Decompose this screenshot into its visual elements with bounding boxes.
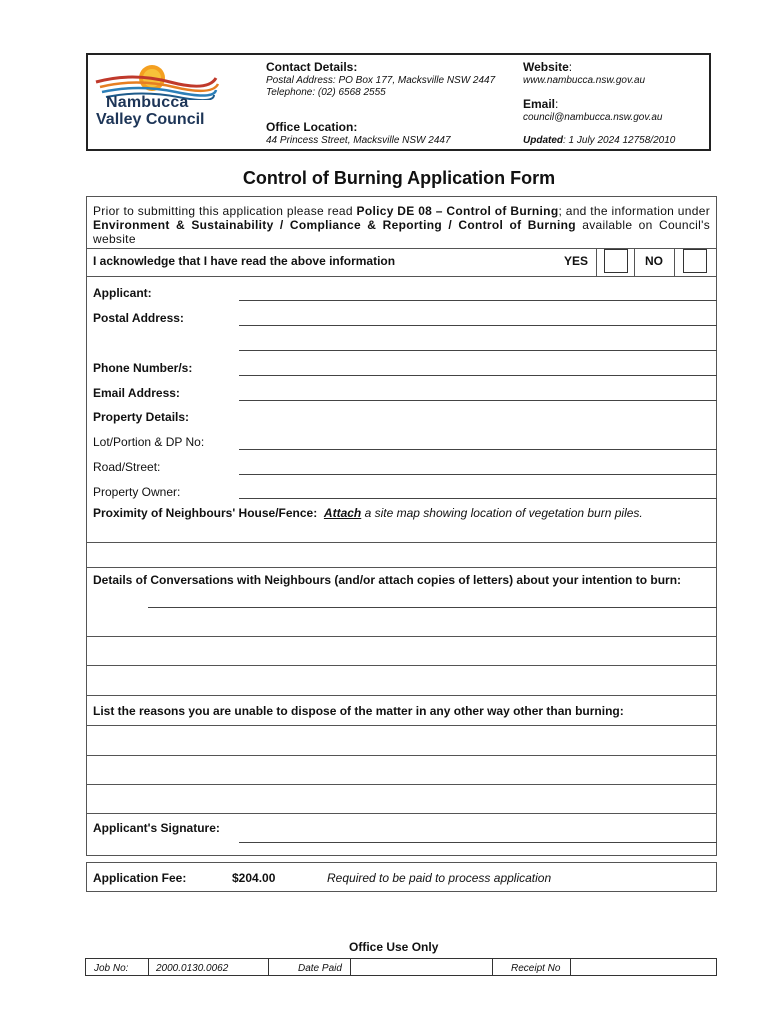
council-logo xyxy=(92,60,222,140)
office-location-title: Office Location: xyxy=(266,120,358,134)
email-address-link[interactable]: council@nambucca.nsw.gov.au xyxy=(523,112,663,123)
email-label: Email xyxy=(523,97,556,111)
no-label: NO xyxy=(645,254,663,268)
proximity-row xyxy=(93,506,643,520)
lot-portion-label: Lot/Portion & DP No: xyxy=(93,435,205,449)
fee-value: $204.00 xyxy=(232,871,276,885)
property-owner-input-line[interactable] xyxy=(239,498,717,499)
updated-label: Updated xyxy=(523,135,563,146)
website-title: Website: xyxy=(523,60,573,74)
website-label: Website xyxy=(523,60,569,74)
proximity-note: a site map showing location of vegetation burn piles. xyxy=(361,506,643,520)
property-details-label: Property Details: xyxy=(93,410,190,424)
postal-address-input-line-2[interactable] xyxy=(239,350,717,351)
job-no-value: 2000.0130.0062 xyxy=(156,963,229,974)
signature-label: Applicant's Signature: xyxy=(93,821,220,835)
road-street-label: Road/Street: xyxy=(93,460,161,474)
updated-text xyxy=(523,135,675,146)
email-input-line[interactable] xyxy=(239,400,717,401)
email-address-label: Email Address: xyxy=(93,386,180,400)
website-url[interactable]: www.nambucca.nsw.gov.au xyxy=(523,75,646,86)
no-checkbox[interactable] xyxy=(683,249,707,273)
website-path: Environment & Sustainability / Compliance & Reporting / Control of Burning xyxy=(93,218,576,232)
updated-value: : 1 July 2024 12758/2010 xyxy=(563,135,676,146)
office-address-text: 44 Princess Street, Macksville NSW 2447 xyxy=(266,135,451,146)
attach-text: Attach xyxy=(323,506,362,520)
signature-input-line[interactable] xyxy=(239,842,717,843)
applicant-label: Applicant: xyxy=(93,286,152,300)
fee-note: Required to be paid to process application xyxy=(327,871,552,885)
phone-input-line[interactable] xyxy=(239,375,717,376)
postal-address-input-line-1[interactable] xyxy=(239,325,717,326)
conversations-input-line-1[interactable] xyxy=(148,607,717,608)
phone-label: Phone Number/s: xyxy=(93,361,193,375)
policy-link[interactable]: Policy DE 08 – Control of Burning xyxy=(356,204,559,218)
conversations-label: Details of Conversations with Neighbours (and/or attach copies of letters) about your intention to burn: xyxy=(93,573,682,587)
yes-label: YES xyxy=(564,254,589,268)
postal-address-text: Postal Address: PO Box 177, Macksville NSW 2447 xyxy=(266,75,496,86)
reasons-label: List the reasons you are unable to dispose of the matter in any other way other than burning: xyxy=(93,704,624,718)
date-paid-label: Date Paid xyxy=(298,963,342,974)
proximity-input-area[interactable] xyxy=(86,543,717,567)
form-title: Control of Burning Application Form xyxy=(242,168,556,188)
lot-portion-input-line[interactable] xyxy=(239,449,717,450)
office-use-title: Office Use Only xyxy=(349,940,439,954)
intro-paragraph xyxy=(93,204,710,246)
property-owner-label: Property Owner: xyxy=(93,485,181,499)
date-paid-input[interactable] xyxy=(351,959,491,975)
contact-title: Contact Details: xyxy=(266,60,358,74)
intro-text-1: Prior to submitting this application please read xyxy=(93,204,357,218)
job-no-label: Job No: xyxy=(94,963,129,974)
telephone-text: Telephone: (02) 6568 2555 xyxy=(266,87,386,98)
email-title: Email: xyxy=(523,97,559,111)
fee-label: Application Fee: xyxy=(93,871,187,885)
acknowledge-label: I acknowledge that I have read the above information xyxy=(93,254,396,268)
intro-text-2: ; and the information under xyxy=(558,204,710,218)
receipt-no-label: Receipt No xyxy=(511,963,561,974)
yes-checkbox[interactable] xyxy=(604,249,628,273)
form-box xyxy=(86,196,717,856)
receipt-no-input[interactable] xyxy=(571,959,716,975)
intro-text-3: available on Council's website xyxy=(93,218,710,246)
proximity-label: Proximity of Neighbours' House/Fence: xyxy=(93,506,318,520)
applicant-input-line[interactable] xyxy=(239,300,717,301)
logo-text-line2: Valley Council xyxy=(96,111,205,128)
postal-address-label: Postal Address: xyxy=(93,311,184,325)
logo-text-line1: Nambucca xyxy=(106,94,189,111)
road-street-input-line[interactable] xyxy=(239,474,717,475)
